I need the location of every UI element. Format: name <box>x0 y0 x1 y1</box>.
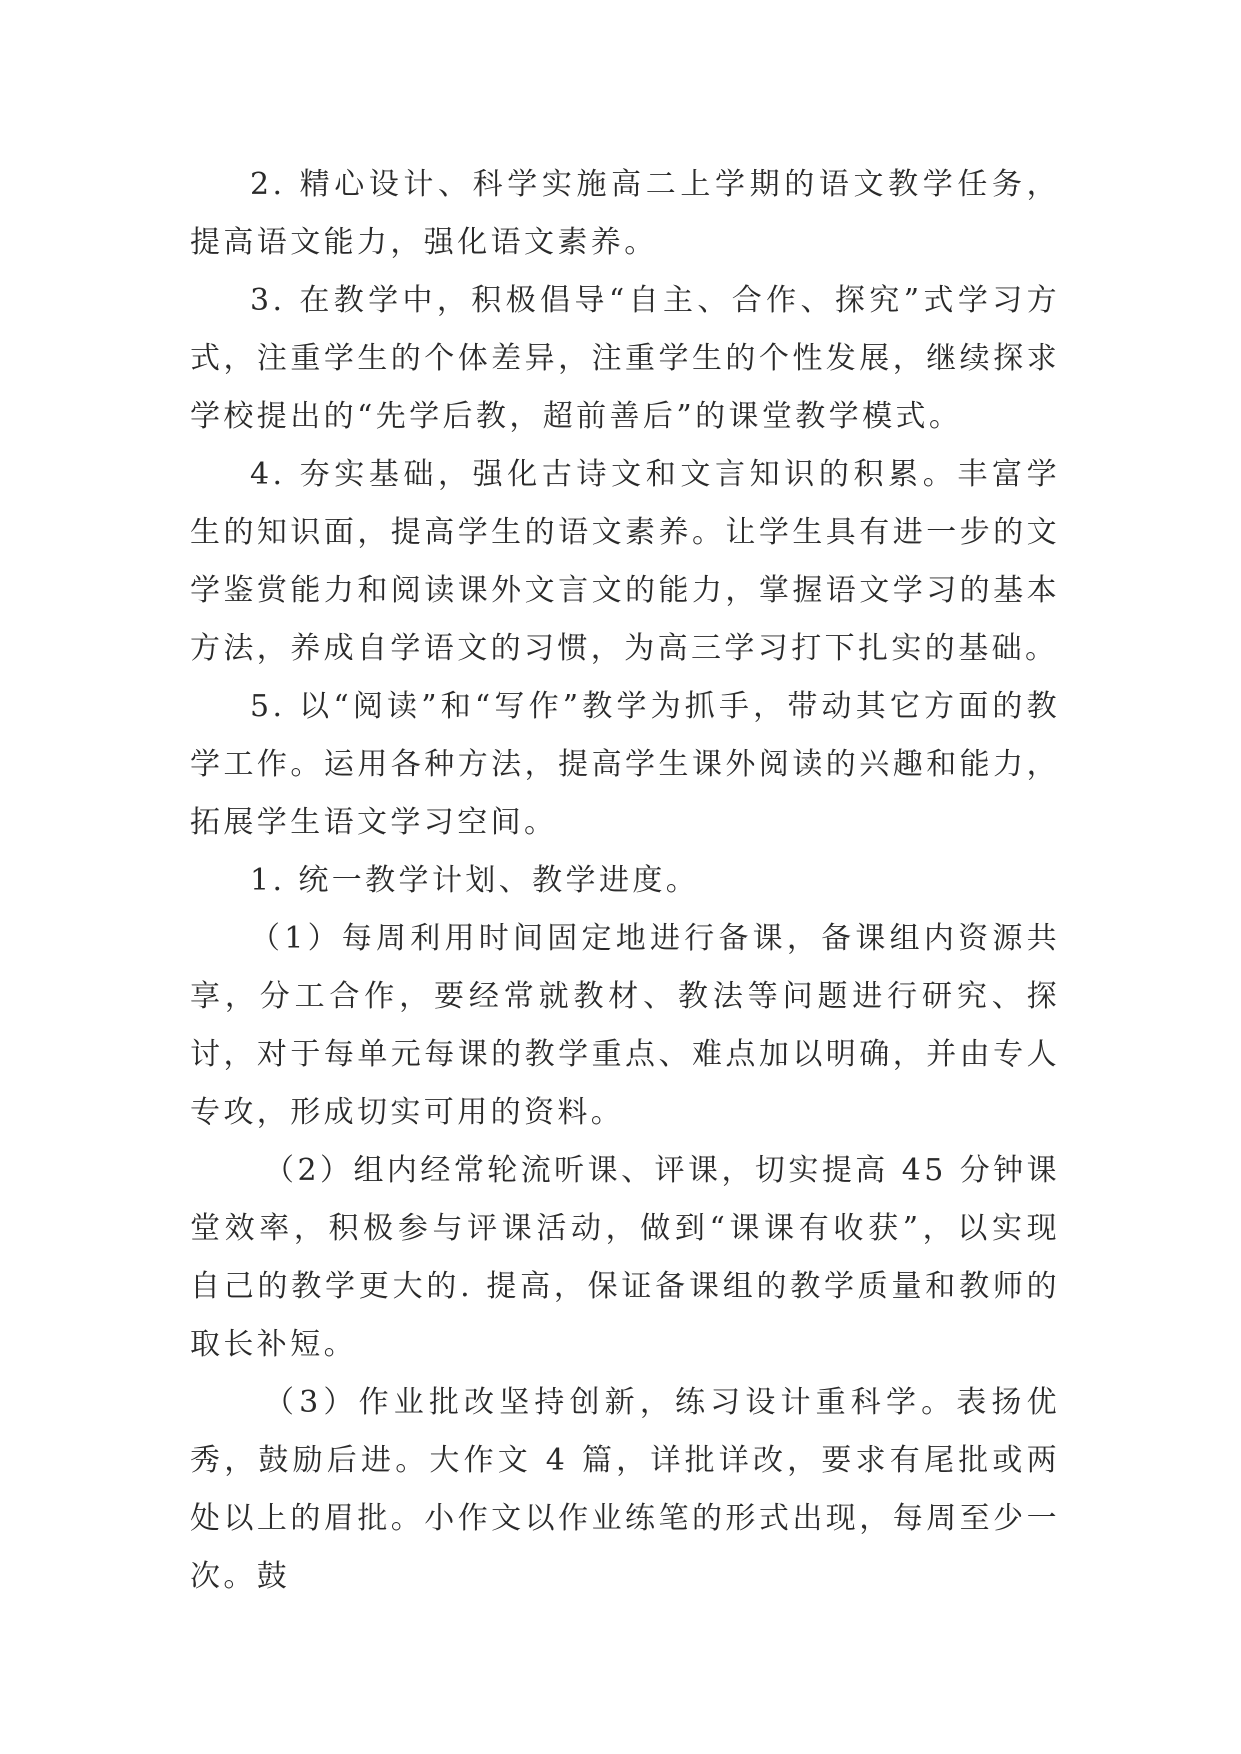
paragraph-3: 3. 在教学中，积极倡导“自主、合作、探究”式学习方式，注重学生的个体差异，注重学生的个性发展，继续探求学校提出的“先学后教，超前善后”的课堂教学模式。 <box>190 283 1060 434</box>
paragraph-2: 2. 精心设计、科学实施高二上学期的语文教学任务，提高语文能力，强化语文素养。 <box>190 167 1060 260</box>
paragraph-item-3: （3）作业批改坚持创新，练习设计重科学。表扬优秀，鼓励后进。大作文 4 篇，详批详改，要求有尾批或两处以上的眉批。小作文以作业练笔的形式出现，每周至少一次。鼓 <box>190 1385 1060 1594</box>
paragraph-item-2: （2）组内经常轮流听课、评课，切实提高 45 分钟课堂效率，积极参与评课活动，做到“课课有收获”，以实现自己的教学更大的. 提高，保证备课组的教学质量和教师的取长补短。 <box>190 1153 1060 1362</box>
paragraph-item-1: （1）每周利用时间固定地进行备课，备课组内资源共享，分工合作，要经常就教材、教法等问题进行研究、探讨，对于每单元每课的教学重点、难点加以明确，并由专人专攻，形成切实可用的资料。 <box>190 921 1060 1130</box>
body-text <box>190 156 1060 1606</box>
paragraph-4: 4. 夯实基础，强化古诗文和文言知识的积累。丰富学生的知识面，提高学生的语文素养。让学生具有进一步的文学鉴赏能力和阅读课外文言文的能力，掌握语文学习的基本方法，养成自学语文的习惯，为高三学习打下扎实的基础。 <box>190 457 1060 666</box>
paragraph-plan-1: 1. 统一教学计划、教学进度。 <box>250 863 700 898</box>
paragraph-5: 5. 以“阅读”和“写作”教学为抓手，带动其它方面的教学工作。运用各种方法，提高学生课外阅读的兴趣和能力，拓展学生语文学习空间。 <box>190 689 1060 840</box>
